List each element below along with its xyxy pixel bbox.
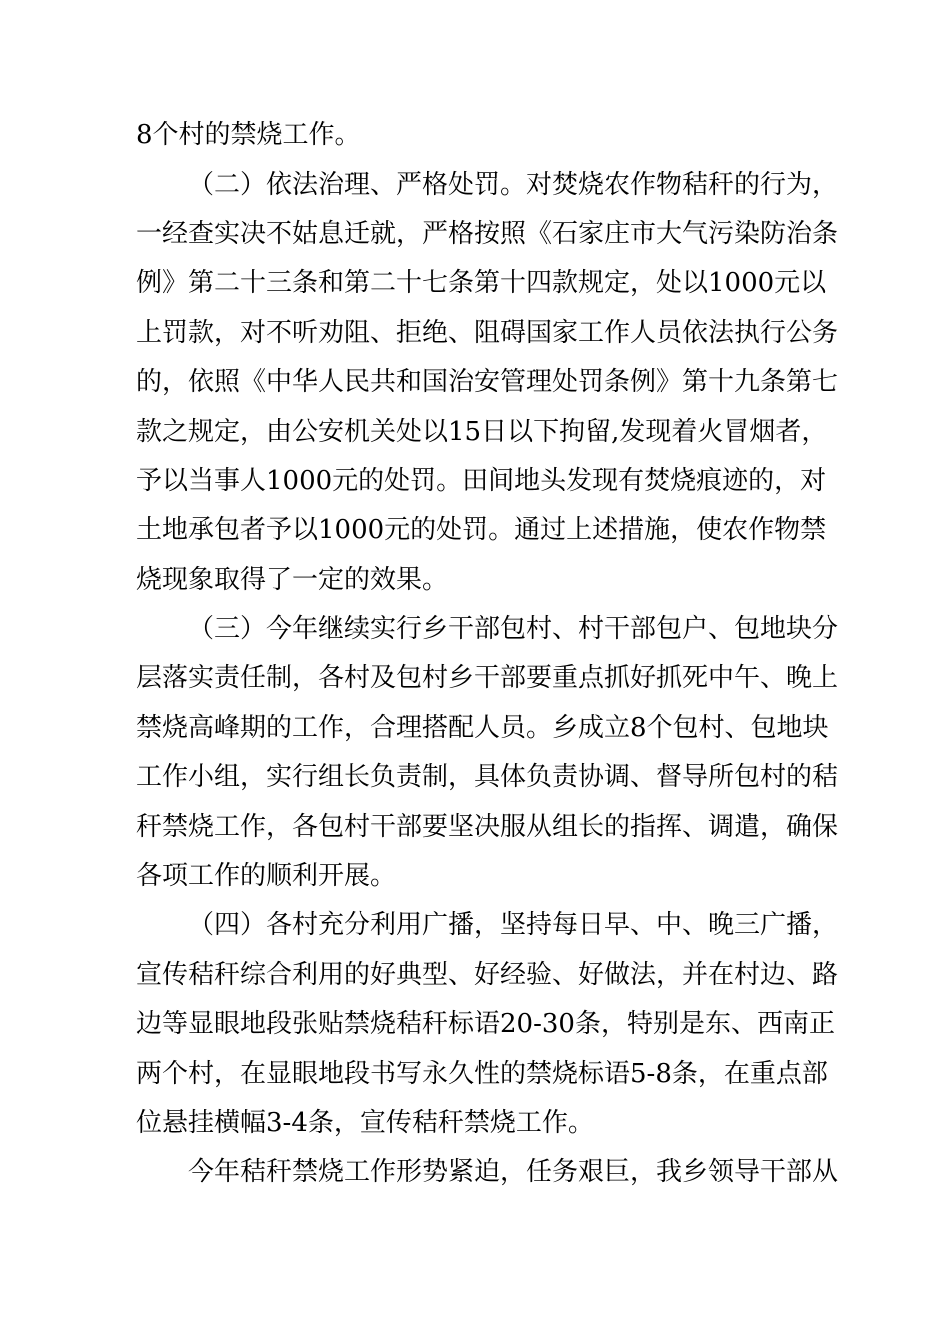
text-line: 烧现象取得了一定的效果。 bbox=[136, 565, 449, 595]
text-line: 例》第二十三条和第二十七条第十四款规定，处以1000元以 bbox=[136, 268, 827, 298]
paragraph-3-start: （三）今年继续实行乡干部包村、村干部包户、包地块分 bbox=[188, 614, 839, 644]
text-line: 边等显眼地段张贴禁烧秸秆标语20-30条，特别是东、西南正 bbox=[136, 1009, 835, 1039]
text-line: 8个村的禁烧工作。 bbox=[136, 120, 361, 150]
text-line: 位悬挂横幅3-4条，宣传秸秆禁烧工作。 bbox=[136, 1108, 594, 1138]
paragraph-5-start: 今年秸秆禁烧工作形势紧迫，任务艰巨，我乡领导干部从 bbox=[188, 1157, 839, 1187]
text-line: 上罚款，对不听劝阻、拒绝、阻碍国家工作人员依法执行公务 bbox=[136, 318, 839, 348]
text-line: 的，依照《中华人民共和国治安管理处罚条例》第十九条第七 bbox=[136, 367, 839, 397]
text-line: 宣传秸秆综合利用的好典型、好经验、好做法，并在村边、路 bbox=[136, 960, 839, 990]
text-line: 禁烧高峰期的工作，合理搭配人员。乡成立8个包村、包地块 bbox=[136, 713, 829, 743]
text-line: 土地承包者予以1000元的处罚。通过上述措施，使农作物禁 bbox=[136, 515, 827, 545]
text-line: 工作小组，实行组长负责制，具体负责协调、督导所包村的秸 bbox=[136, 762, 839, 792]
text-line: 款之规定，由公安机关处以15日以下拘留,发现着火冒烟者， bbox=[136, 417, 828, 447]
text-line: 秆禁烧工作，各包村干部要坚决服从组长的指挥、调遣，确保 bbox=[136, 812, 839, 842]
text-line: 一经查实决不姑息迁就，严格按照《石家庄市大气污染防治条 bbox=[136, 219, 839, 249]
paragraph-4-start: （四）各村充分利用广播，坚持每日早、中、晚三广播， bbox=[188, 910, 839, 940]
text-line: 层落实责任制，各村及包村乡干部要重点抓好抓死中午、晚上 bbox=[136, 663, 839, 693]
paragraph-2-start: （二）依法治理、严格处罚。对焚烧农作物秸秆的行为， bbox=[188, 170, 839, 200]
text-line: 两个村，在显眼地段书写永久性的禁烧标语5-8条，在重点部 bbox=[136, 1059, 828, 1089]
text-line: 各项工作的顺利开展。 bbox=[136, 861, 397, 891]
text-line: 予以当事人1000元的处罚。田间地头发现有焚烧痕迹的，对 bbox=[136, 466, 827, 496]
